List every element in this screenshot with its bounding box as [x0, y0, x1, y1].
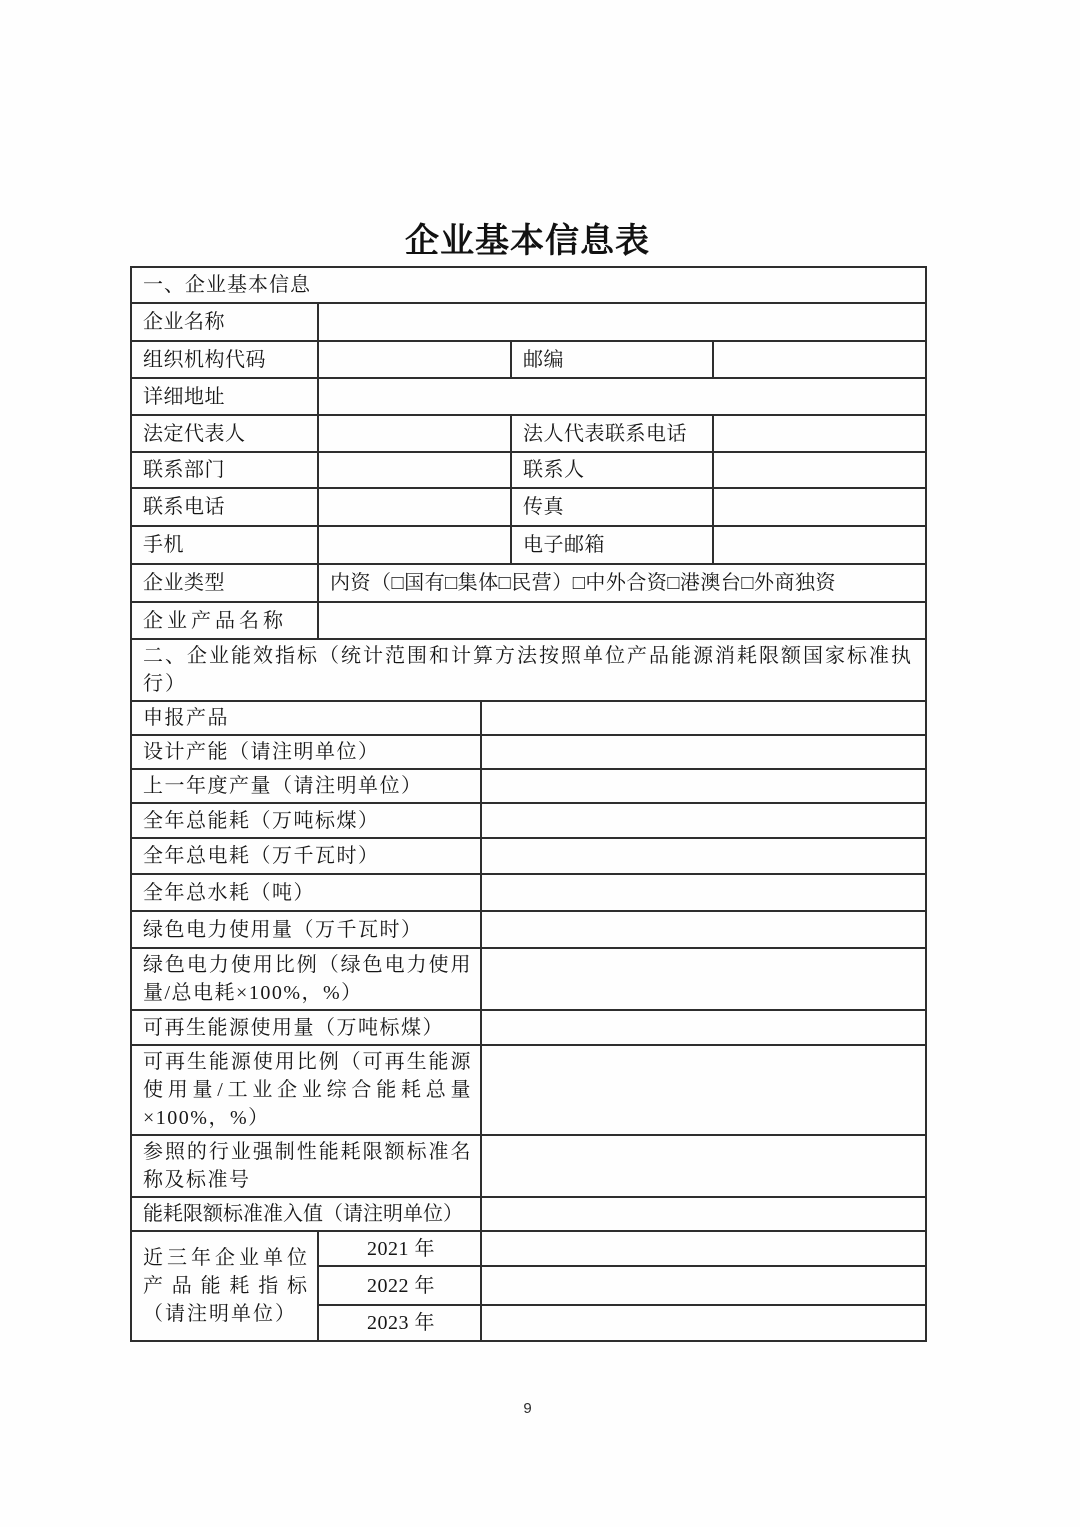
empty-input-cell — [481, 735, 926, 769]
empty-input-cell — [481, 803, 926, 838]
empty-input-cell — [713, 488, 926, 526]
empty-input-cell — [713, 452, 926, 488]
field-label: 企业类型 — [131, 564, 318, 602]
field-label: 法人代表联系电话 — [511, 415, 713, 452]
row-org-code — [131, 341, 926, 378]
empty-input-cell — [318, 378, 926, 415]
company-info-table — [130, 266, 927, 1342]
row-design-capacity — [131, 735, 926, 769]
empty-input-cell — [481, 1010, 926, 1045]
row-green-power-usage — [131, 911, 926, 948]
row-last-year-output — [131, 769, 926, 803]
section1-header-row — [131, 267, 926, 303]
field-label: 申报产品 — [131, 701, 481, 735]
field-label: 详细地址 — [131, 378, 318, 415]
empty-input-cell — [318, 602, 926, 639]
empty-input-cell — [481, 1305, 926, 1341]
row-address — [131, 378, 926, 415]
field-label: 参照的行业强制性能耗限额标准名称及标准号 — [131, 1135, 481, 1197]
field-label: 能耗限额标准准入值（请注明单位） — [131, 1197, 481, 1231]
field-label: 全年总电耗（万千瓦时） — [131, 838, 481, 874]
row-annual-energy — [131, 803, 926, 838]
field-label: 联系人 — [511, 452, 713, 488]
row-renewable-ratio — [131, 1045, 926, 1135]
field-label: 可再生能源使用量（万吨标煤） — [131, 1010, 481, 1045]
row-green-power-ratio — [131, 948, 926, 1010]
empty-input-cell — [318, 415, 511, 452]
row-annual-electricity — [131, 838, 926, 874]
row-standard-reference — [131, 1135, 926, 1197]
field-label: 设计产能（请注明单位） — [131, 735, 481, 769]
page-title: 企业基本信息表 — [405, 223, 650, 260]
empty-input-cell — [481, 1266, 926, 1305]
year-label-2022: 2022 年 — [318, 1266, 481, 1305]
field-label: 全年总水耗（吨） — [131, 874, 481, 911]
row-standard-threshold — [131, 1197, 926, 1231]
empty-input-cell — [481, 1197, 926, 1231]
empty-input-cell — [481, 1231, 926, 1266]
row-contact-phone — [131, 488, 926, 526]
row-year-2021 — [131, 1231, 926, 1266]
field-label: 邮编 — [511, 341, 713, 378]
row-legal-rep — [131, 415, 926, 452]
empty-input-cell — [713, 415, 926, 452]
empty-input-cell — [481, 911, 926, 948]
row-company-type — [131, 564, 926, 602]
row-renewable-usage — [131, 1010, 926, 1045]
section2-header-row — [131, 639, 926, 701]
empty-input-cell — [481, 1045, 926, 1135]
empty-input-cell — [481, 948, 926, 1010]
row-company-name — [131, 303, 926, 341]
field-label: 企业产品名称 — [131, 602, 318, 639]
field-label: 传真 — [511, 488, 713, 526]
field-label: 电子邮箱 — [511, 526, 713, 564]
page-number: 9 — [523, 1400, 532, 1417]
row-annual-water — [131, 874, 926, 911]
field-label: 组织机构代码 — [131, 341, 318, 378]
field-label: 法定代表人 — [131, 415, 318, 452]
empty-input-cell — [481, 874, 926, 911]
field-label: 手机 — [131, 526, 318, 564]
empty-input-cell — [481, 1135, 926, 1197]
empty-input-cell — [318, 303, 926, 341]
empty-input-cell — [318, 341, 511, 378]
row-declared-product — [131, 701, 926, 735]
company-type-options: 内资（□国有□集体□民营）□中外合资□港澳台□外商独资 — [318, 564, 926, 602]
empty-input-cell — [318, 526, 511, 564]
row-mobile — [131, 526, 926, 564]
row-contact-dept — [131, 452, 926, 488]
empty-input-cell — [318, 452, 511, 488]
year-label-2021: 2021 年 — [318, 1231, 481, 1266]
field-label: 企业名称 — [131, 303, 318, 341]
field-label: 上一年度产量（请注明单位） — [131, 769, 481, 803]
field-label: 联系部门 — [131, 452, 318, 488]
empty-input-cell — [318, 488, 511, 526]
section1-header: 一、企业基本信息 — [131, 267, 926, 303]
empty-input-cell — [481, 838, 926, 874]
empty-input-cell — [713, 526, 926, 564]
row-product-name — [131, 602, 926, 639]
section2-header: 二、企业能效指标（统计范围和计算方法按照单位产品能源消耗限额国家标准执行） — [131, 639, 926, 701]
field-label: 可再生能源使用比例（可再生能源使用量/工业企业综合能耗总量×100%，%） — [131, 1045, 481, 1135]
empty-input-cell — [481, 701, 926, 735]
field-label: 全年总能耗（万吨标煤） — [131, 803, 481, 838]
three-year-label: 近三年企业单位产品能耗指标（请注明单位） — [131, 1231, 318, 1341]
field-label: 绿色电力使用量（万千瓦时） — [131, 911, 481, 948]
field-label: 绿色电力使用比例（绿色电力使用量/总电耗×100%，%） — [131, 948, 481, 1010]
empty-input-cell — [713, 341, 926, 378]
empty-input-cell — [481, 769, 926, 803]
year-label-2023: 2023 年 — [318, 1305, 481, 1341]
field-label: 联系电话 — [131, 488, 318, 526]
